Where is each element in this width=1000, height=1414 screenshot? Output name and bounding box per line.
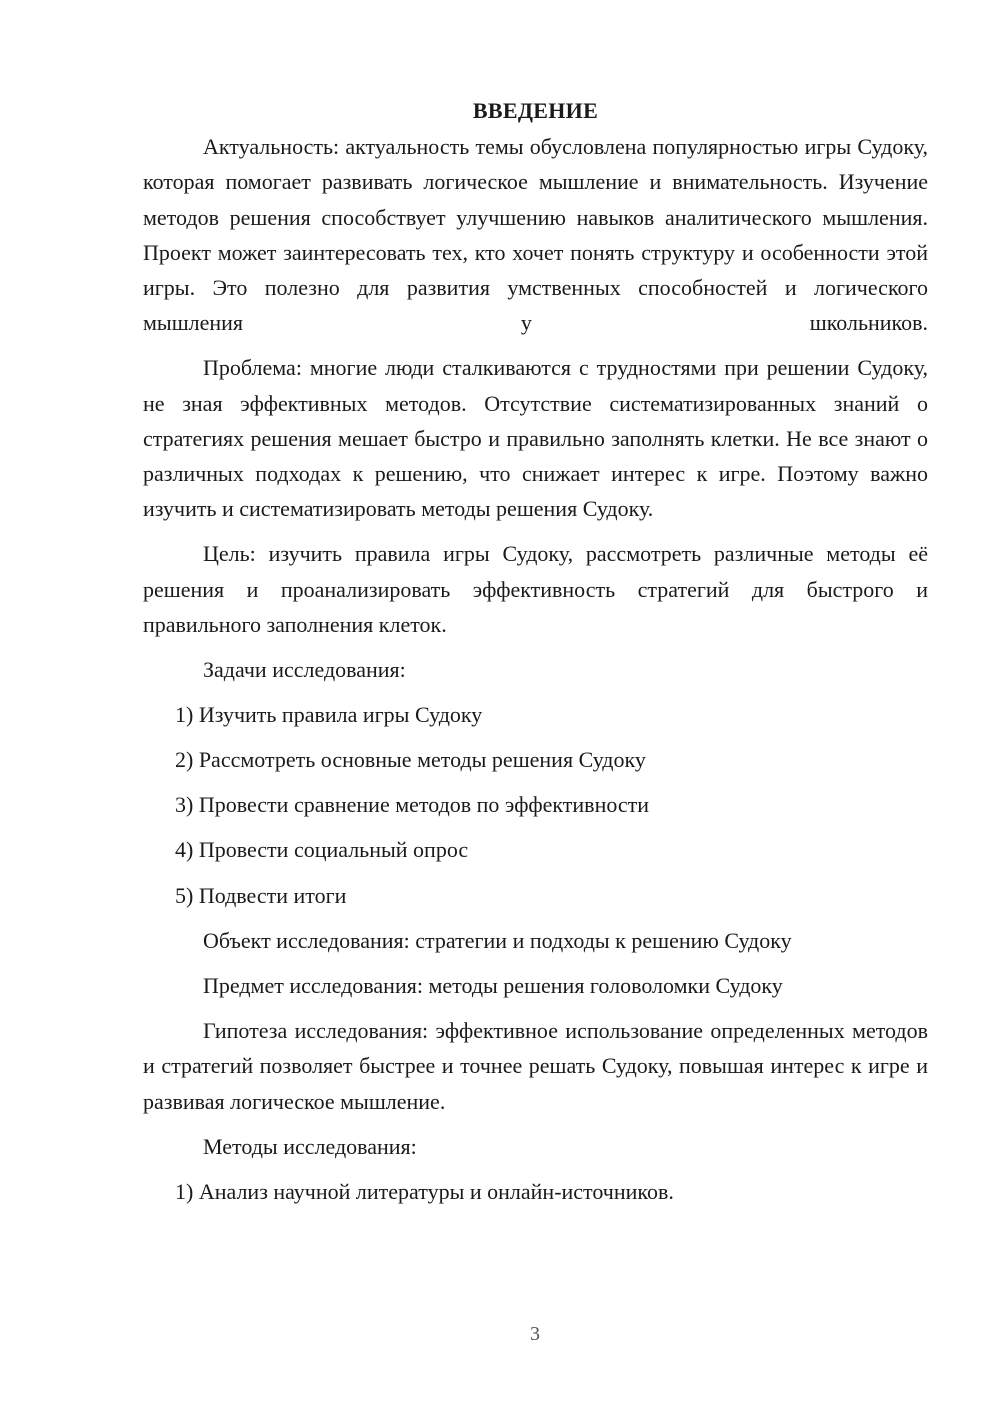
tasks-heading: Задачи исследования: (203, 656, 406, 682)
page-number: 3 (530, 1323, 540, 1345)
research-subject: Предмет исследования: методы решения головоломки Судоку (203, 972, 783, 998)
task-item: 5) Подвести итоги (175, 882, 347, 908)
methods-heading: Методы исследования: (203, 1133, 417, 1159)
paragraph-problem: Проблема: многие люди сталкиваются с трудностями при решении Судоку, не зная эффективных методов. Отсутствие систематизированных знаний о стратегиях решения мешает быстро и правильно заполнять клетки. Не все знают о различных подходах к решению, что снижает интерес к игре. Поэтому важно изучить и систематизировать методы решения Судоку. (143, 355, 928, 522)
method-item: 1) Анализ научной литературы и онлайн-источников. (175, 1178, 674, 1204)
task-item: 1) Изучить правила игры Судоку (175, 701, 483, 727)
task-item: 4) Провести социальный опрос (175, 837, 469, 863)
page-content (143, 93, 928, 1219)
task-item: 3) Провести сравнение методов по эффективности (175, 792, 650, 818)
research-object: Объект исследования: стратегии и подходы к решению Судоку (203, 927, 792, 953)
paragraph-hypothesis: Гипотеза исследования: эффективное использование определенных методов и стратегий позволяет быстрее и точнее решать Судоку, повышая интерес к игре и развивая логическое мышление. (143, 1018, 928, 1114)
task-item: 2) Рассмотреть основные методы решения Судоку (175, 747, 646, 773)
section-title: ВВЕДЕНИЕ (472, 98, 599, 123)
paragraph-goal: Цель: изучить правила игры Судоку, рассмотреть различные методы её решения и проанализировать эффективность стратегий для быстрого и правильного заполнения клеток. (143, 541, 928, 637)
paragraph-relevance: Актуальность: актуальность темы обусловлена популярностью игры Судоку, которая помогает развивать логическое мышление и внимательность. Изучение методов решения способствует улучшению навыков аналитического мышления. Проект может заинтересовать тех, кто хочет понять структуру и особенности этой игры. Это полезно для развития умственных способностей и логического мышления у школьников. (143, 134, 928, 336)
